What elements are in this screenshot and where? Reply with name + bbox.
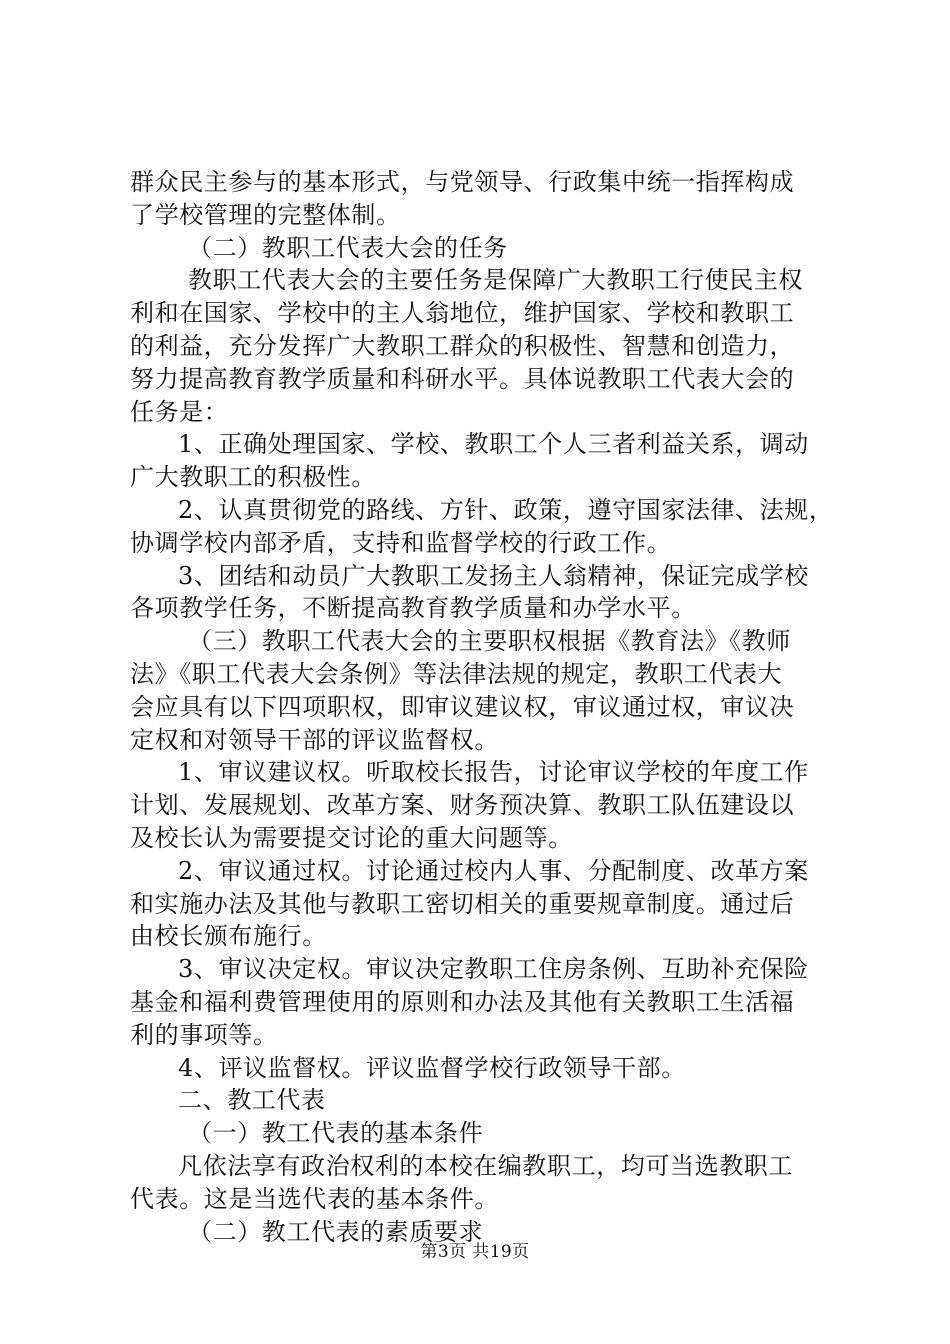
text-line: 广大教职工的积极性。	[130, 463, 376, 492]
text-line: 了学校管理的完整体制。	[130, 200, 401, 229]
text-line: 法》《职工代表大会条例》等法律法规的规定，教职工代表大	[130, 659, 783, 688]
section-heading: 二、教工代表	[178, 1086, 326, 1115]
text-line: 群众民主参与的基本形式，与党领导、行政集中统一指挥构成	[130, 168, 795, 196]
section-heading: （一）教工代表的基本条件	[188, 1119, 484, 1148]
list-item-start: 2、认真贯彻党的路线、方针、政策，遵守国家法律、法规，	[178, 495, 834, 524]
section-heading: （三）教职工代表大会的主要职权根据《教育法》《教师	[188, 627, 791, 656]
text-line: 代表。这是当选代表的基本条件。	[130, 1184, 499, 1213]
text-line: 会应具有以下四项职权，即审议建议权，审议通过权，审议决	[130, 692, 795, 721]
text-line: 和实施办法及其他与教职工密切相关的重要规章制度。通过后	[130, 889, 795, 918]
list-item-start: 1、审议建议权。听取校长报告，讨论审议学校的年度工作	[178, 758, 809, 787]
paragraph-start: 教职工代表大会的主要任务是保障广大教职工行使民主权	[188, 266, 803, 295]
text-line: 协调学校内部矛盾，支持和监督学校的行政工作。	[130, 528, 672, 557]
list-item-start: 3、审议决定权。审议决定教职工住房条例、互助补充保险	[178, 955, 809, 984]
text-line: 各项教学任务，不断提高教育教学质量和办学水平。	[130, 594, 696, 623]
section-heading: （二）教工代表的素质要求	[188, 1217, 484, 1246]
paragraph-start: 凡依法享有政治权利的本校在编教职工，均可当选教职工	[178, 1151, 793, 1180]
text-line: 利的事项等。	[130, 1020, 278, 1049]
list-item-start: 4、评议监督权。评议监督学校行政领导干部。	[178, 1053, 686, 1082]
text-line: 努力提高教育教学质量和科研水平。具体说教职工代表大会的	[130, 364, 795, 393]
text-line: 计划、发展规划、改革方案、财务预决算、教职工队伍建设以	[130, 791, 795, 820]
text-line: 及校长认为需要提交讨论的重大问题等。	[130, 823, 573, 852]
text-line: 定权和对领导干部的评议监督权。	[130, 725, 499, 754]
section-heading: （二）教职工代表大会的任务	[188, 233, 508, 262]
page-number: 第3页 共19页	[420, 1242, 530, 1262]
body-text	[130, 166, 834, 1248]
text-line: 的利益，充分发挥广大教职工群众的积极性、智慧和创造力，	[130, 331, 795, 360]
text-line: 由校长颁布施行。	[130, 922, 327, 951]
text-line: 任务是：	[130, 397, 229, 426]
list-item-start: 2、审议通过权。讨论通过校内人事、分配制度、改革方案	[178, 856, 809, 885]
text-line: 基金和福利费管理使用的原则和办法及其他有关教职工生活福	[130, 987, 795, 1016]
list-item-start: 1、正确处理国家、学校、教职工个人三者利益关系，调动	[178, 430, 809, 459]
list-item-start: 3、团结和动员广大教职工发扬主人翁精神，保证完成学校	[178, 561, 809, 590]
text-line: 利和在国家、学校中的主人翁地位，维护国家、学校和教职工	[130, 299, 795, 328]
